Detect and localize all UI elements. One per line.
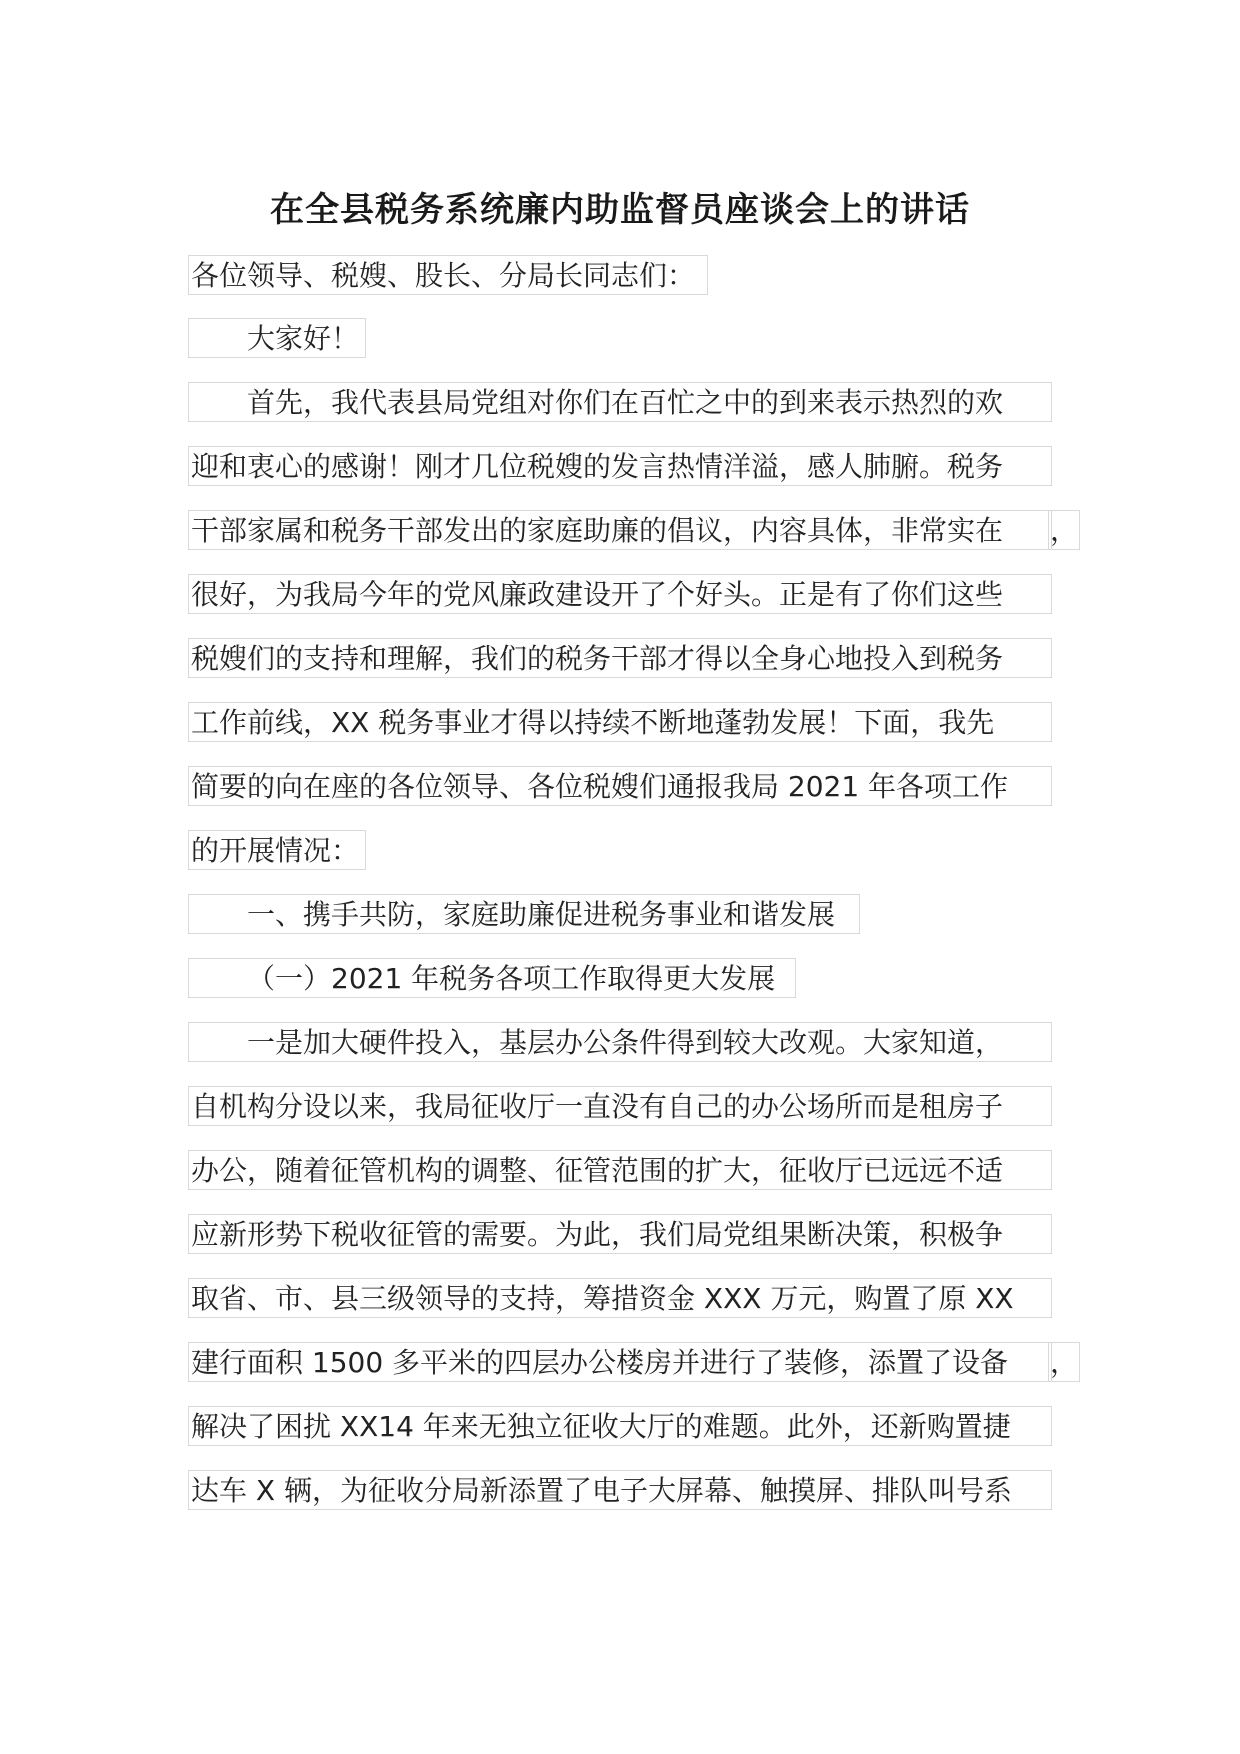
paragraph-line: 简要的向在座的各位领导、各位税嫂们通报我局 2021 年各项工作 <box>188 766 1052 806</box>
paragraph-line: 的开展情况： <box>188 830 366 870</box>
paragraph-line: 工作前线，XX 税务事业才得以持续不断地蓬勃发展！下面，我先 <box>188 702 1052 742</box>
paragraph-line: 一是加大硬件投入，基层办公条件得到较大改观。大家知道， <box>188 1022 1052 1062</box>
paragraph-line: 很好，为我局今年的党风廉政建设开了个好头。正是有了你们这些 <box>188 574 1052 614</box>
paragraph-line: 税嫂们的支持和理解，我们的税务干部才得以全身心地投入到税务 <box>188 638 1052 678</box>
paragraph-line: 自机构分设以来，我局征收厅一直没有自己的办公场所而是租房子 <box>188 1086 1052 1126</box>
paragraph-line: 干部家属和税务干部发出的家庭助廉的倡议，内容具体，非常实在 <box>188 510 1052 550</box>
paragraph-line: 办公，随着征管机构的调整、征管范围的扩大，征收厅已远远不适 <box>188 1150 1052 1190</box>
subsection-heading: （一）2021 年税务各项工作取得更大发展 <box>188 958 796 998</box>
paragraph-line: 应新形势下税收征管的需要。为此，我们局党组果断决策，积极争 <box>188 1214 1052 1254</box>
salutation-line: 各位领导、税嫂、股长、分局长同志们： <box>188 255 708 295</box>
paragraph-line: 取省、市、县三级领导的支持，筹措资金 XXX 万元，购置了原 XX <box>188 1278 1052 1318</box>
greeting-line: 大家好！ <box>188 318 366 358</box>
paragraph-line: 解决了困扰 XX14 年来无独立征收大厅的难题。此外，还新购置捷 <box>188 1406 1052 1446</box>
paragraph-line: 达车 X 辆，为征收分局新添置了电子大屏幕、触摸屏、排队叫号系 <box>188 1470 1052 1510</box>
document-title: 在全县税务系统廉内助监督员座谈会上的讲话 <box>270 190 970 230</box>
overflow-punctuation: ， <box>1048 1342 1080 1382</box>
overflow-punctuation: ， <box>1048 510 1080 550</box>
paragraph-line: 迎和衷心的感谢！刚才几位税嫂的发言热情洋溢，感人肺腑。税务 <box>188 446 1052 486</box>
paragraph-line: 首先，我代表县局党组对你们在百忙之中的到来表示热烈的欢 <box>188 382 1052 422</box>
section-heading: 一、携手共防，家庭助廉促进税务事业和谐发展 <box>188 894 860 934</box>
paragraph-line: 建行面积 1500 多平米的四层办公楼房并进行了装修，添置了设备 <box>188 1342 1052 1382</box>
